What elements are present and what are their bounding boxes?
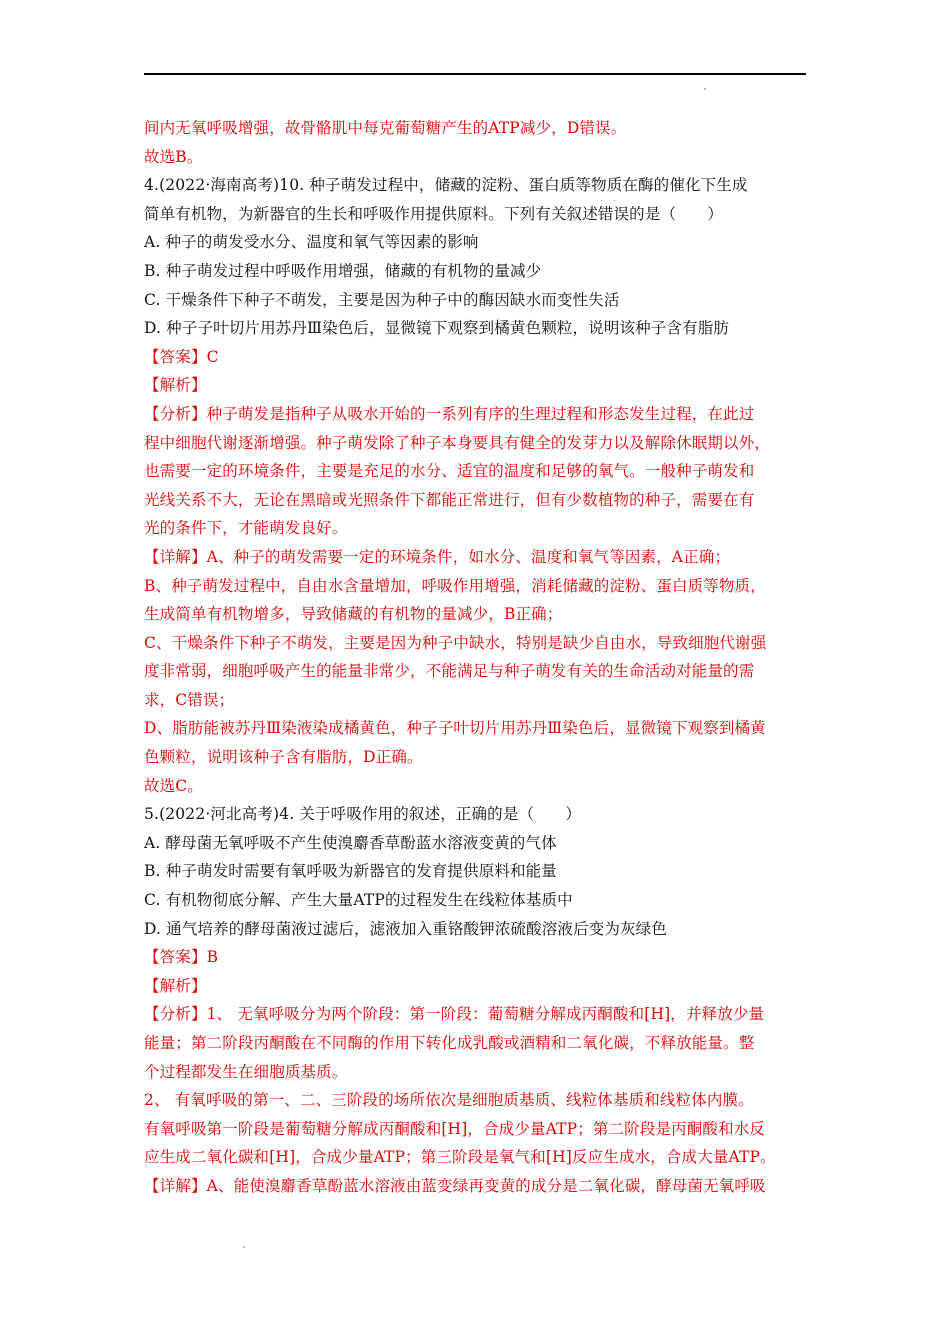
text-line: 2、 有氧呼吸的第一、二、三阶段的场所依次是细胞质基质、线粒体基质和线粒体内膜。 [144, 1091, 754, 1110]
option-b: B. 种子萌发时需要有氧呼吸为新器官的发育提供原料和能量 [144, 862, 557, 881]
answer-line: 【答案】C [144, 347, 219, 366]
text-line: 有氧呼吸第一阶段是葡萄糖分解成丙酮酸和[H]，合成少量ATP；第二阶段是丙酮酸和水反 [144, 1119, 766, 1138]
text-line: 故选C。 [144, 776, 203, 795]
text-line: 【详解】A、能使溴麝香草酚蓝水溶液由蓝变绿再变黄的成分是二氧化碳，酵母菌无氧呼吸 [144, 1176, 766, 1195]
question-4-stem-cont [144, 200, 808, 229]
option-a: A. 酵母菌无氧呼吸不产生使溴麝香草酚蓝水溶液变黄的气体 [144, 833, 557, 852]
option-d: D. 种子子叶切片用苏丹Ⅲ染色后，显微镜下观察到橘黄色颗粒，说明该种子含有脂肪 [144, 319, 730, 338]
text-line: 能量；第二阶段丙酮酸在不同酶的作用下转化成乳酸或酒精和二氧化碳，不释放能量。整 [144, 1034, 755, 1052]
text-line: B、种子萌发过程中，自由水含量增加，呼吸作用增强，消耗储藏的淀粉、蛋白质等物质， [144, 576, 766, 595]
emphasis-text: 错误 · · [598, 200, 629, 229]
document-body [144, 114, 808, 1201]
text-line: 生成简单有机物增多，导致储藏的有机物的量减少，B正确； [144, 605, 563, 624]
option-d: D. 通气培养的酵母菌液过滤后，滤液加入重铬酸钾浓硫酸溶液后变为灰绿色 [144, 919, 667, 938]
option-a: A. 种子的萌发受水分、温度和氧气等因素的影响 [144, 233, 479, 252]
text-line: 光线关系不大，无论在黑暗或光照条件下都能正常进行，但有少数植物的种子，需要在有 [144, 490, 755, 509]
text-line: D、脂肪能被苏丹Ⅲ染液染成橘黄色，种子子叶切片用苏丹Ⅲ染色后，显微镜下观察到橘黄 [144, 719, 766, 738]
text-line: 色颗粒，说明该种子含有脂肪，D正确。 [144, 748, 423, 767]
decorative-dot [243, 1246, 245, 1248]
header-rule [144, 73, 806, 75]
answer-line: 【答案】B [144, 948, 219, 967]
text-line: 个过程都发生在细胞质基质。 [144, 1062, 348, 1081]
stem-tail: 的是（ ） [629, 204, 724, 223]
option-c: C. 干燥条件下种子不萌发，主要是因为种子中的酶因缺水而变性失活 [144, 290, 620, 309]
text-line: 【分析】1、 无氧呼吸分为两个阶段：第一阶段：葡萄糖分解成丙酮酸和[H]，并释放少量 [144, 1005, 765, 1024]
text-line: 求，C错误； [144, 690, 235, 709]
question-4-stem: 4.(2022·海南高考)10. 种子萌发过程中，储藏的淀粉、蛋白质等物质在酶的催化下生成 [144, 176, 748, 195]
stem-text: 简单有机物，为新器官的生长和呼吸作用提供原料。下列有关叙述 [144, 204, 598, 223]
text-line: 故选B。 [144, 147, 203, 166]
analysis-heading: 【解析】 [144, 976, 207, 995]
text-line: 【分析】种子萌发是指种子从吸水开始的一系列有序的生理过程和形态发生过程，在此过 [144, 404, 755, 423]
text-line: 度非常弱，细胞呼吸产生的能量非常少，不能满足与种子萌发有关的生命活动对能量的需 [144, 662, 755, 681]
text-line: C、干燥条件下种子不萌发，主要是因为种子中缺水，特别是缺少自由水，导致细胞代谢强 [144, 633, 767, 652]
text-line: 也需要一定的环境条件，主要是充足的水分、适宜的温度和足够的氧气。一般种子萌发和 [144, 462, 755, 481]
text-line: 应生成二氧化碳和[H]，合成少量ATP；第三阶段是氧气和[H]反应生成水，合成大量ATP。 [144, 1148, 776, 1167]
analysis-heading: 【解析】 [144, 376, 207, 395]
question-5-stem: 5.(2022·河北高考)4. 关于呼吸作用的叙述，正确的是（ ） [144, 805, 582, 824]
text-line: 【详解】A、种子的萌发需要一定的环境条件，如水分、温度和氧气等因素，A正确； [144, 547, 731, 566]
text-line: 间内无氧呼吸增强，故骨骼肌中每克葡萄糖产生的ATP减少，D错误。 [144, 119, 627, 137]
decorative-dot [704, 88, 706, 90]
option-c: C. 有机物彻底分解、产生大量ATP的过程发生在线粒体基质中 [144, 891, 573, 910]
text-line: 光的条件下，才能萌发良好。 [144, 519, 348, 538]
option-b: B. 种子萌发过程中呼吸作用增强，储藏的有机物的量减少 [144, 261, 542, 280]
text-line: 程中细胞代谢逐渐增强。种子萌发除了种子本身要具有健全的发芽力以及解除休眠期以外， [144, 433, 771, 452]
